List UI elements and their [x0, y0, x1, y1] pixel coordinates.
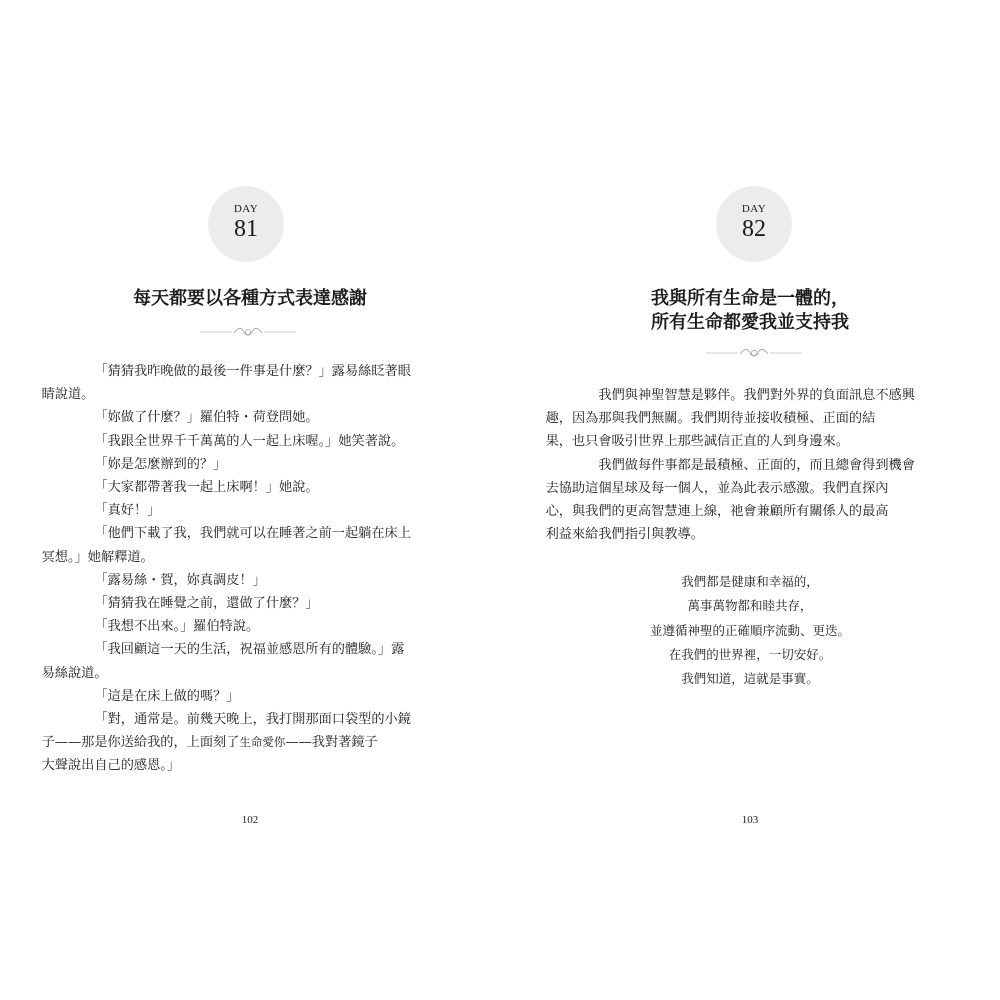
- affirmation-line: 我們都是健康和幸福的，: [681, 574, 819, 589]
- text-line: 我們做每件事都是最積極、正面的，而且總會得到機會: [598, 457, 915, 473]
- title-line: 每天都要以各種方式表達感謝: [133, 288, 367, 309]
- text-line: 易絲說道。: [41, 665, 108, 681]
- text-line: 大聲說出自己的感恩。」: [41, 758, 181, 774]
- page-title: [500, 287, 1000, 335]
- paragraph: [41, 360, 428, 406]
- text-line: 冥想。」她解釋道。: [41, 549, 154, 565]
- paragraph: [41, 638, 428, 684]
- affirmation-line: 在我們的世界裡，一切安好。: [668, 646, 832, 662]
- ornament-divider-icon: [704, 346, 804, 360]
- text-line: 利益來給我們指引與教導。: [545, 527, 704, 543]
- emphasized-phrase: 生命愛你: [239, 735, 286, 750]
- paragraph: [68, 615, 428, 638]
- text-line: [42, 731, 428, 754]
- paragraph: [68, 476, 428, 499]
- text-line: 去協助這個星球及每一個人，並為此表示感激。我們直探內: [545, 480, 889, 496]
- page-title: [0, 287, 500, 311]
- day-number: 82: [742, 216, 766, 242]
- text-line: 「我回顧這一天的生活，祝福並感恩所有的體驗。」露: [94, 642, 405, 658]
- day-badge: [716, 186, 792, 262]
- title-line: 所有生命都愛我並支持我: [651, 312, 849, 333]
- page-number: 103: [741, 814, 759, 826]
- affirmation-line: 並遵循神聖的正確順序流動、更迭。: [649, 622, 850, 638]
- paragraph: [68, 406, 428, 429]
- paragraph: [41, 522, 428, 568]
- day-label: DAY: [741, 203, 767, 215]
- text-line: 「他們下載了我，我們就可以在睡著之前一起躺在床上: [94, 526, 411, 542]
- day-number: 81: [234, 216, 258, 242]
- text-line: 「我跟全世界千千萬萬的人一起上床喔。」她笑著說。: [94, 433, 405, 449]
- text-segment: ——我對著鏡子: [285, 735, 378, 751]
- text-line: 「對，通常是。前幾天晚上，我打開那面口袋型的小鏡: [94, 712, 411, 728]
- body-text: [41, 360, 428, 778]
- day-label: DAY: [233, 203, 259, 215]
- text-line: 「猜猜我昨晚做的最後一件事是什麼？」露易絲眨著眼: [94, 364, 411, 379]
- text-line: 「露易絲・賀，妳真調皮！」: [94, 572, 266, 588]
- text-line: 「我想不出來。」羅伯特說。: [94, 619, 260, 635]
- text-line: 果，也只會吸引世界上那些誠信正直的人到身邊來。: [545, 434, 849, 450]
- text-line: 「大家都帶著我一起上床啊！」她說。: [94, 480, 319, 496]
- text-line: 「猜猜我在睡覺之前，還做了什麼？」: [94, 596, 319, 612]
- right-page: [500, 0, 1000, 1000]
- paragraph: [68, 499, 428, 522]
- paragraph: [68, 430, 428, 453]
- paragraph: [68, 453, 428, 476]
- text-line: 「妳是怎麼辦到的？」: [94, 456, 227, 472]
- text-line: 「妳做了什麼？」羅伯特・荷登問她。: [94, 410, 319, 426]
- text-line: 「這是在床上做的嗎？」: [94, 688, 240, 704]
- paragraph: [41, 708, 428, 778]
- paragraph: [545, 454, 934, 547]
- text-line: 趣，因為那與我們無關。我們期待並接收積極、正面的結: [545, 411, 876, 427]
- affirmation-line: 我們知道，這就是事實。: [681, 671, 819, 687]
- text-line: 我們與神聖智慧是夥伴。我們對外界的負面訊息不感興: [598, 388, 915, 403]
- paragraph: [68, 569, 428, 592]
- text-line: 心，與我們的更高智慧連上線，祂會兼顧所有關係人的最高: [545, 504, 889, 520]
- text-line: 「真好！」: [94, 503, 161, 519]
- title-line: 我與所有生命是一體的，: [651, 288, 849, 309]
- ornament-divider-icon: [198, 325, 298, 339]
- text-segment: 子——那是你送給我的，上面刻了: [41, 735, 240, 751]
- text-line: 睛說道。: [41, 387, 95, 403]
- page-number: 102: [241, 814, 259, 826]
- affirmation-line: 萬事萬物都和睦共存，: [687, 598, 813, 614]
- body-text: [545, 384, 934, 546]
- paragraph: [545, 384, 934, 454]
- paragraph: [68, 685, 428, 708]
- affirmation-block: [500, 570, 1000, 691]
- day-badge: [208, 186, 284, 262]
- paragraph: [68, 592, 428, 615]
